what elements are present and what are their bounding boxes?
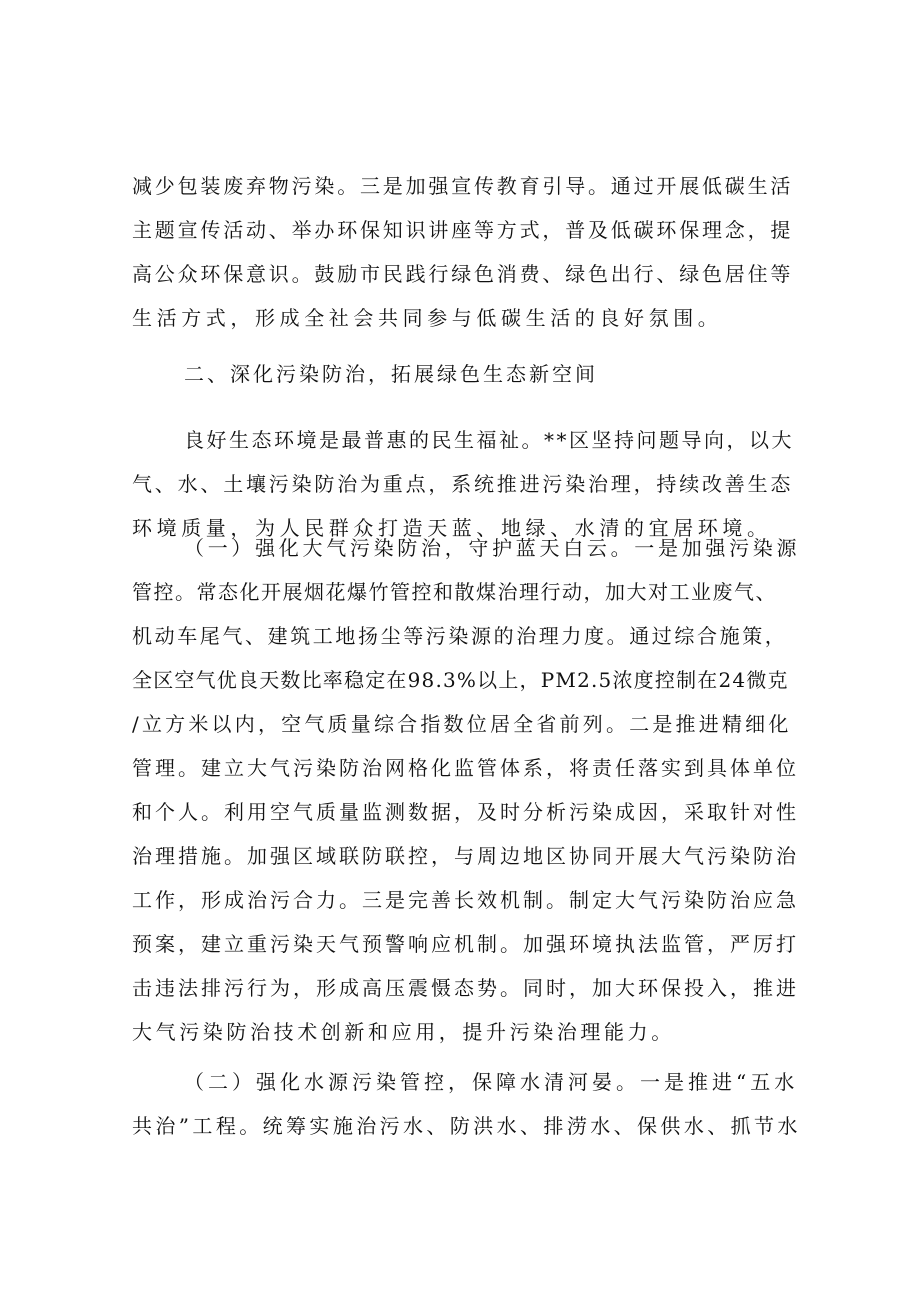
text-line: 和个人。利用空气质量监测数据，及时分析污染成因，采取针对性 xyxy=(132,800,799,824)
text-line: 主题宣传活动、举办环保知识讲座等方式，普及低碳环保理念，提 xyxy=(132,218,794,242)
text-line: 管控。常态化开展烟花爆竹管控和散煤治理行动，加大对工业废气、 xyxy=(132,580,777,604)
text-line: 管理。建立大气污染防治网格化监管体系，将责任落实到具体单位 xyxy=(132,756,799,780)
text-line: （一）强化大气污染防治，守护蓝天白云。一是加强污染源 xyxy=(184,536,801,560)
text-line: 预案，建立重污染天气预警响应机制。加强环境执法监管，严厉打 xyxy=(132,932,799,956)
text-line: 机动车尾气、建筑工地扬尘等污染源的治理力度。通过综合施策， xyxy=(132,624,788,648)
text-line: 大气污染防治技术创新和应用，提升污染治理能力。 xyxy=(132,1020,675,1044)
text-line: 共治”工程。统筹实施治污水、防洪水、排涝水、保供水、抓节水 xyxy=(132,1114,801,1138)
text-line: 减少包装废弃物污染。三是加强宣传教育引导。通过开展低碳生活 xyxy=(132,174,794,198)
text-line: 生活方式，形成全社会共同参与低碳生活的良好氛围。 xyxy=(132,306,723,330)
text-line: （二）强化水源污染管控，保障水清河晏。一是推进“五水 xyxy=(184,1070,799,1094)
text-line: 气、水、土壤污染防治为重点，系统推进污染治理，持续改善生态 xyxy=(132,472,794,496)
text-line: /立方米以内，空气质量综合指数位居全省前列。二是推进精细化 xyxy=(132,712,792,736)
text-line: 全区空气优良天数比率稳定在98.3%以上，PM2.5浓度控制在24微克 xyxy=(132,668,789,692)
text-line: 击违法排污行为，形成高压震慑态势。同时，加大环保投入，推进 xyxy=(132,976,799,1000)
heading-text: 二、深化污染防治，拓展绿色生态新空间 xyxy=(184,362,598,386)
text-line: 工作，形成治污合力。三是完善长效机制。制定大气污染防治应急 xyxy=(132,888,799,912)
text-line: 高公众环保意识。鼓励市民践行绿色消费、绿色出行、绿色居住等 xyxy=(132,262,794,286)
text-line: 治理措施。加强区域联防联控，与周边地区协同开展大气污染防治 xyxy=(132,844,799,868)
text-line: 环境质量，为人民群众打造天蓝、地绿、水清的宜居环境。 xyxy=(132,516,772,540)
text-line: 良好生态环境是最普惠的民生福祉。**区坚持问题导向，以大 xyxy=(184,428,794,452)
